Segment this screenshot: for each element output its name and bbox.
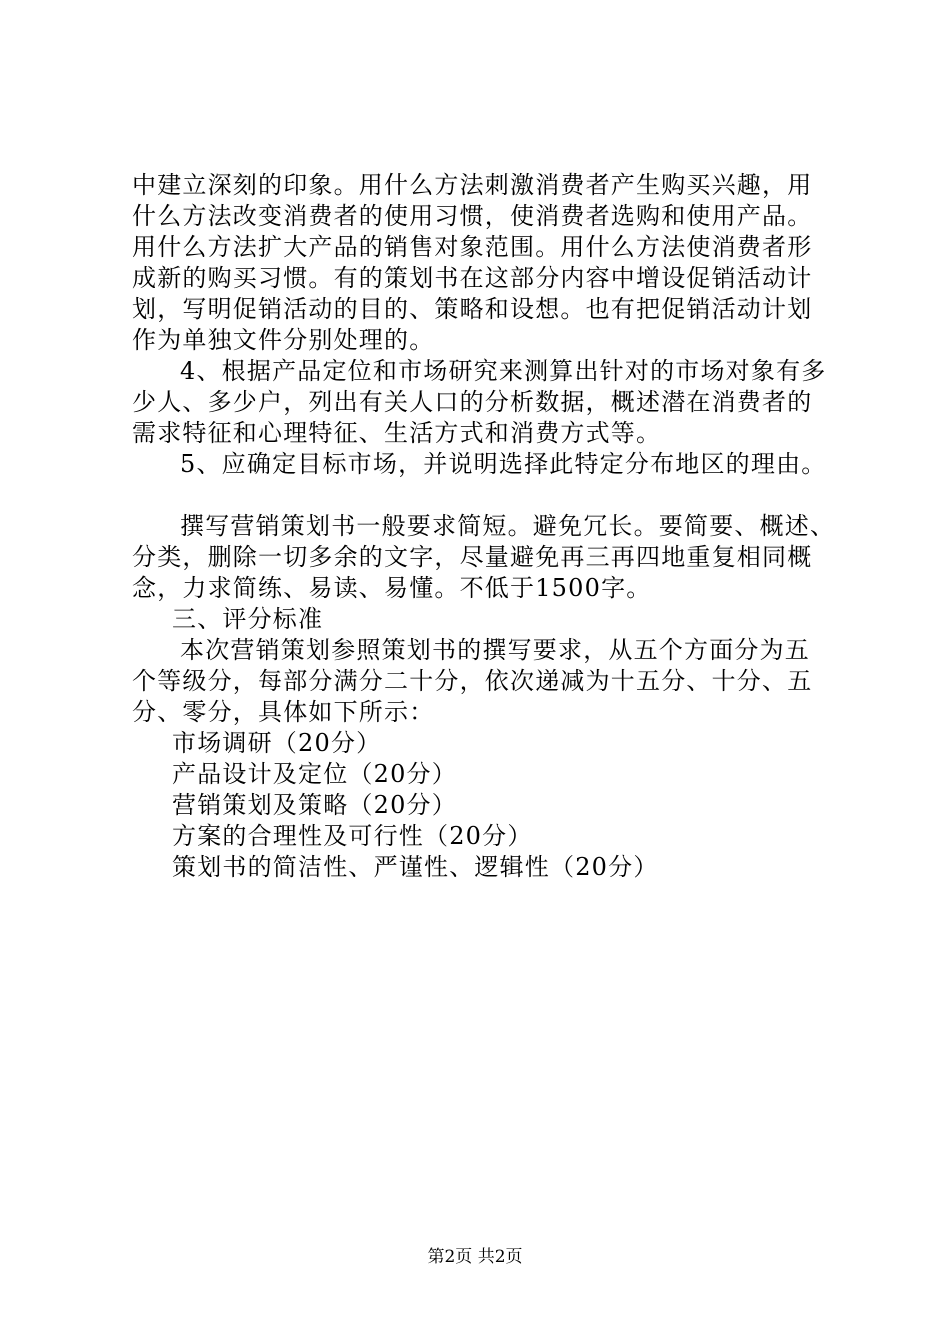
text-line: 需求特征和心理特征、生活方式和消费方式等。 [132,419,662,447]
criteria-item: 策划书的简洁性、严谨性、逻辑性（20分） [172,853,659,881]
text-line: 作为单独文件分别处理的。 [132,326,435,354]
text-line: 4、根据产品定位和市场研究来测算出针对的市场对象有多 [180,357,827,385]
text-line: 个等级分，每部分满分二十分，依次递减为十五分、十分、五 [132,667,813,695]
criteria-item: 产品设计及定位（20分） [172,760,457,788]
text-line: 成新的购买习惯。有的策划书在这部分内容中增设促销活动计 [132,264,813,292]
paragraph-item-4 [132,356,832,449]
blank-line [132,480,832,511]
criteria-item: 营销策划及策略（20分） [172,791,457,819]
criteria-list [132,728,832,883]
section-heading: 三、评分标准 [172,605,324,633]
text-line: 用什么方法扩大产品的销售对象范围。用什么方法使消费者形 [132,233,813,261]
text-line: 本次营销策划参照策划书的撰写要求，从五个方面分为五 [180,636,810,664]
text-line: 少人、多少户，列出有关人口的分析数据，概述潜在消费者的 [132,388,813,416]
paragraph-writing-requirements [132,511,836,604]
text-line: 划，写明促销活动的目的、策略和设想。也有把促销活动计划 [132,295,813,323]
paragraph-scoring-intro [132,635,832,728]
text-line: 念，力求简练、易读、易懂。不低于1500字。 [132,574,652,602]
text-line: 分类，删除一切多余的文字，尽量避免再三再四地重复相同概 [132,543,813,571]
text-line: 分、零分，具体如下所示： [132,698,435,726]
page-footer: 第2页 共2页 [427,1247,523,1267]
text-line: 5、应确定目标市场，并说明选择此特定分布地区的理由。 [180,450,827,478]
paragraph-promotion-methods [132,170,832,356]
text-line: 什么方法改变消费者的使用习惯，使消费者选购和使用产品。 [132,202,813,230]
criteria-item: 市场调研（20分） [172,729,382,757]
document-body [132,170,836,883]
paragraph-item-5 [132,449,832,480]
text-line: 中建立深刻的印象。用什么方法刺激消费者产生购买兴趣，用 [132,171,813,199]
criteria-item: 方案的合理性及可行性（20分） [172,822,533,850]
text-line: 撰写营销策划书一般要求简短。避免冗长。要简要、概述、 [180,512,836,540]
